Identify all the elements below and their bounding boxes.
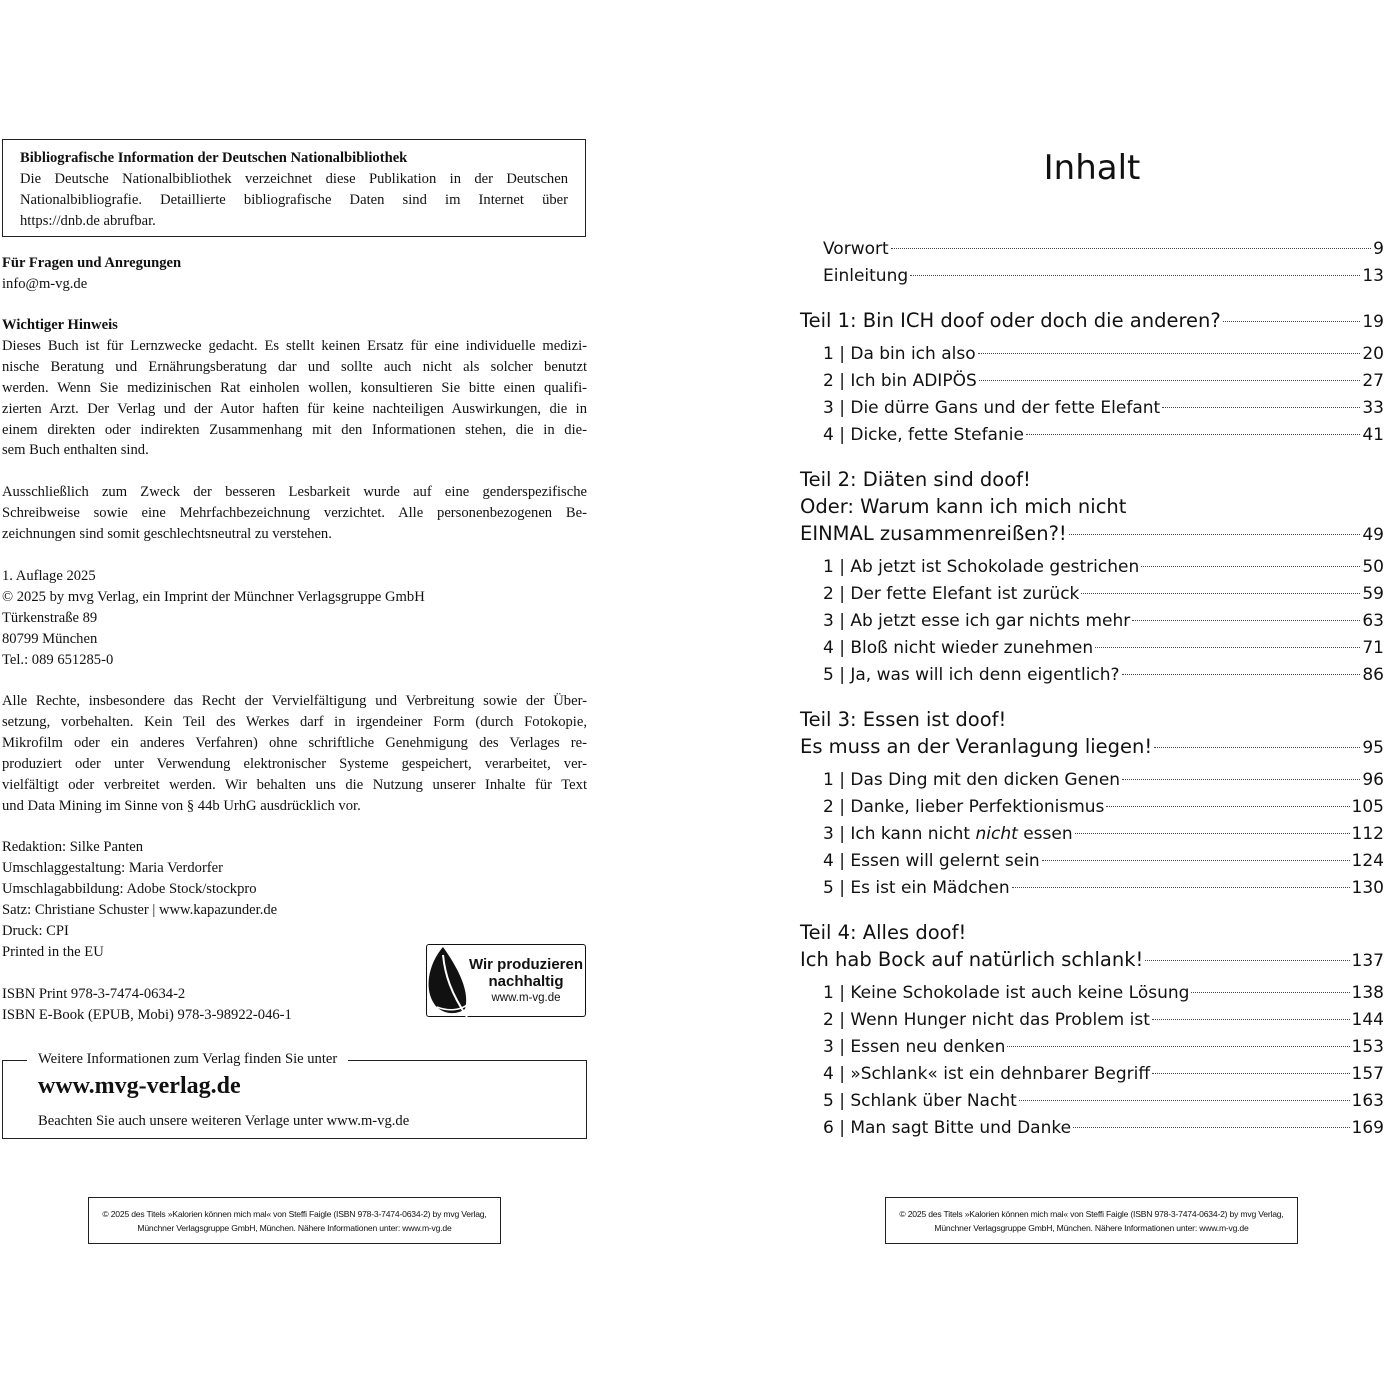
toc-label: 3 | Essen neu denken bbox=[823, 1037, 1006, 1057]
toc-page: 137 bbox=[1351, 951, 1384, 971]
dot-leader bbox=[1081, 593, 1360, 594]
toc-label: 1 | Das Ding mit den dicken Genen bbox=[823, 770, 1121, 790]
isbn-ebook: ISBN E-Book (EPUB, Mobi) 978-3-98922-046-1 bbox=[2, 1006, 292, 1023]
biblio-line: Nationalbibliografie. Detaillierte bibliografische Daten sind im Internet über bbox=[20, 191, 568, 208]
web-note: Beachten Sie auch unsere weiteren Verlage unter www.m-vg.de bbox=[38, 1113, 410, 1129]
dot-leader bbox=[1026, 434, 1360, 435]
stamp-line-1: © 2025 des Titels »Kalorien können mich mal« von Steffi Faigle (ISBN 978-3-7474-0634-2) by mvg Verlag, bbox=[899, 1209, 1284, 1219]
dot-leader bbox=[978, 353, 1361, 354]
toc-page: 20 bbox=[1362, 344, 1384, 364]
gender-line: Schreibweise sowie eine Mehrfachbezeichnung verzichtet. Alle personenbezogenen Be- bbox=[2, 504, 587, 521]
toc-chapter[interactable] bbox=[800, 555, 1384, 579]
toc-part-3[interactable] bbox=[800, 735, 1384, 759]
toc-chapter[interactable] bbox=[800, 822, 1384, 846]
rights-line: produziert oder unter Verwendung elektronischer Systeme gespeichert, verarbeitet, ver- bbox=[2, 755, 587, 772]
toc-label: 2 | Der fette Elefant ist zurück bbox=[823, 584, 1080, 604]
toc-page: 41 bbox=[1362, 425, 1384, 445]
toc-label-pre: 3 | Ich kann nicht bbox=[823, 824, 976, 844]
credit-line: Umschlagabbildung: Adobe Stock/stockpro bbox=[2, 880, 257, 897]
rights-line: setzung, vorbehalten. Kein Teil des Werkes darf in irgendeiner Form (durch Fotokopie, bbox=[2, 713, 587, 730]
toc-label: 2 | Danke, lieber Perfektionismus bbox=[823, 797, 1105, 817]
badge-url: www.m-vg.de bbox=[491, 992, 561, 1004]
badge-line-2: nachhaltig bbox=[488, 973, 564, 990]
toc-page: 86 bbox=[1362, 665, 1384, 685]
toc-part-4[interactable] bbox=[800, 948, 1384, 972]
phone: Tel.: 089 651285-0 bbox=[2, 651, 114, 668]
toc-chapter[interactable] bbox=[800, 369, 1384, 393]
dot-leader bbox=[1042, 860, 1350, 861]
copyright: © 2025 by mvg Verlag, ein Imprint der Münchner Verlagsgruppe GmbH bbox=[2, 588, 425, 605]
toc-part-title: Teil 1: Bin ICH doof oder doch die anderen? bbox=[800, 309, 1221, 332]
stamp-line-1: © 2025 des Titels »Kalorien können mich mal« von Steffi Faigle (ISBN 978-3-7474-0634-2) by mvg Verlag, bbox=[102, 1209, 487, 1219]
toc-page: 105 bbox=[1351, 797, 1384, 817]
dot-leader bbox=[1007, 1046, 1349, 1047]
toc-label: 1 | Da bin ich also bbox=[823, 344, 976, 364]
sustainability-badge bbox=[426, 944, 586, 1017]
dot-leader bbox=[1073, 1127, 1349, 1128]
toc-part-1[interactable] bbox=[800, 309, 1384, 333]
toc-label: 6 | Man sagt Bitte und Danke bbox=[823, 1118, 1072, 1138]
toc-chapter[interactable] bbox=[800, 396, 1384, 420]
imprint-page bbox=[0, 0, 600, 1384]
toc-part-3-title-line[interactable]: Teil 3: Essen ist doof! bbox=[800, 708, 1007, 731]
questions-heading: Für Fragen und Anregungen bbox=[2, 255, 182, 271]
toc-page: 13 bbox=[1362, 266, 1384, 286]
dot-leader bbox=[1154, 747, 1360, 748]
biblio-line: Die Deutsche Nationalbibliothek verzeichnet diese Publikation in der Deutschen bbox=[20, 170, 568, 187]
copyright-stamp-right bbox=[885, 1197, 1298, 1244]
toc-entry-einleitung[interactable] bbox=[800, 264, 1384, 288]
page-title: Inhalt bbox=[1043, 148, 1141, 188]
toc-part-title: Ich hab Bock auf natürlich schlank! bbox=[800, 948, 1144, 971]
credit-line: Printed in the EU bbox=[2, 943, 104, 960]
gender-note-section bbox=[2, 482, 587, 545]
toc-page: 124 bbox=[1351, 851, 1384, 871]
gender-line: zeichnungen sind somit geschlechtsneutral zu verstehen. bbox=[2, 525, 332, 542]
edition: 1. Auflage 2025 bbox=[2, 568, 96, 584]
dot-leader bbox=[1122, 674, 1361, 675]
toc-page: 95 bbox=[1362, 738, 1384, 758]
toc-label-emphasis: nicht bbox=[975, 824, 1018, 844]
notice-section bbox=[2, 315, 587, 461]
badge-line-1: Wir produzieren bbox=[468, 956, 584, 973]
toc-page: 163 bbox=[1351, 1091, 1384, 1111]
biblio-line: https://dnb.de abrufbar. bbox=[20, 212, 156, 229]
toc-chapter[interactable] bbox=[800, 1062, 1384, 1086]
credit-line: Druck: CPI bbox=[2, 922, 69, 939]
biblio-text bbox=[20, 169, 568, 232]
isbn-print: ISBN Print 978-3-7474-0634-2 bbox=[2, 986, 186, 1002]
toc-chapter[interactable] bbox=[800, 609, 1384, 633]
biblio-heading: Bibliografische Information der Deutschen Nationalbibliothek bbox=[20, 150, 408, 166]
gender-line: Ausschließlich zum Zweck der besseren Lesbarkeit wurde auf eine genderspezifische bbox=[2, 484, 587, 500]
toc-chapter[interactable] bbox=[800, 1008, 1384, 1032]
toc-page: 112 bbox=[1351, 824, 1384, 844]
toc-label: 1 | Ab jetzt ist Schokolade gestrichen bbox=[823, 557, 1140, 577]
toc-label: 4 | Dicke, fette Stefanie bbox=[823, 425, 1024, 445]
web-url[interactable]: www.mvg-verlag.de bbox=[38, 1073, 241, 1099]
badge-text bbox=[465, 956, 587, 1007]
toc-part-title: EINMAL zusammenreißen?! bbox=[800, 522, 1067, 545]
dot-leader bbox=[891, 248, 1372, 249]
bibliographic-info-box bbox=[2, 139, 586, 237]
toc-part-2-title-line[interactable]: Oder: Warum kann ich mich nicht bbox=[800, 495, 1127, 518]
dot-leader bbox=[1012, 887, 1350, 888]
toc-chapter[interactable] bbox=[800, 876, 1384, 900]
toc-label bbox=[823, 822, 1073, 846]
toc-part-title: Es muss an der Veranlagung liegen! bbox=[800, 735, 1153, 758]
dot-leader bbox=[1095, 647, 1360, 648]
toc-page: 96 bbox=[1362, 770, 1384, 790]
dot-leader bbox=[1106, 806, 1349, 807]
toc-page: 144 bbox=[1351, 1010, 1384, 1030]
toc-page: 130 bbox=[1351, 878, 1384, 898]
notice-line: sem Buch enthalten sind. bbox=[2, 442, 149, 459]
toc-page: 9 bbox=[1373, 239, 1384, 259]
dot-leader bbox=[1122, 779, 1360, 780]
rights-section bbox=[2, 691, 587, 816]
questions-email[interactable]: info@m-vg.de bbox=[2, 275, 88, 292]
web-legend: Weitere Informationen zum Verlag finden Sie unter bbox=[27, 1049, 348, 1070]
notice-line: einem direkten oder indirekten Zusammenhang mit den Informationen stehen, die in die- bbox=[2, 421, 587, 438]
dot-leader bbox=[1152, 1073, 1349, 1074]
toc-chapter[interactable] bbox=[800, 1089, 1384, 1113]
dot-leader bbox=[1162, 407, 1360, 408]
stamp-line-2: Münchner Verlagsgruppe GmbH, München. Nähere Informationen unter: www.m-vg.de bbox=[137, 1222, 452, 1233]
toc-page: 59 bbox=[1362, 584, 1384, 604]
toc-page: 63 bbox=[1362, 611, 1384, 631]
toc-label: 4 | Bloß nicht wieder zunehmen bbox=[823, 638, 1094, 658]
dot-leader bbox=[1141, 566, 1360, 567]
rights-line: und Data Mining im Sinne von § 44b UrhG ausdrücklich vor. bbox=[2, 797, 361, 814]
notice-line: zierten Arzt. Der Verlag und der Autor haften für keine nachteiligen Auswirkungen, die in bbox=[2, 400, 587, 417]
toc-chapter[interactable] bbox=[800, 663, 1384, 687]
copyright-stamp-left bbox=[88, 1197, 501, 1244]
toc-label: 1 | Keine Schokolade ist auch keine Lösung bbox=[823, 983, 1190, 1003]
toc-chapter[interactable] bbox=[800, 981, 1384, 1005]
toc-page: 50 bbox=[1362, 557, 1384, 577]
toc-label: Vorwort bbox=[823, 239, 889, 259]
toc-page: 138 bbox=[1351, 983, 1384, 1003]
toc-page: 33 bbox=[1362, 398, 1384, 418]
toc-label: 3 | Ab jetzt esse ich gar nichts mehr bbox=[823, 611, 1131, 631]
notice-line: werden. Wenn Sie medizinischen Rat einholen wollen, konsultieren Sie bitte einen qualifi- bbox=[2, 379, 587, 396]
notice-line: Dieses Buch ist für Lernzwecke gedacht. Es stellt keinen Ersatz für eine individuelle medizi- bbox=[2, 337, 587, 354]
dot-leader bbox=[910, 275, 1360, 276]
toc-page: 169 bbox=[1351, 1118, 1384, 1138]
dot-leader bbox=[1069, 534, 1361, 535]
contents-page bbox=[800, 0, 1384, 1384]
toc-chapter[interactable] bbox=[800, 768, 1384, 792]
notice-line: nische Beratung und Ernährungsberatung dar und sollte auch nicht als solcher benutzt bbox=[2, 358, 587, 375]
dot-leader bbox=[1075, 833, 1350, 834]
toc-page: 157 bbox=[1351, 1064, 1384, 1084]
toc-chapter[interactable] bbox=[800, 423, 1384, 447]
toc-label: 5 | Schlank über Nacht bbox=[823, 1091, 1017, 1111]
credit-line: Umschlaggestaltung: Maria Verdorfer bbox=[2, 859, 224, 876]
rights-line: Alle Rechte, insbesondere das Recht der Vervielfältigung und Verbreitung sowie der Über- bbox=[2, 693, 587, 709]
toc-page: 71 bbox=[1362, 638, 1384, 658]
credit-line: Satz: Christiane Schuster | www.kapazunder.de bbox=[2, 901, 278, 918]
notice-heading: Wichtiger Hinweis bbox=[2, 317, 118, 333]
toc-page: 153 bbox=[1351, 1037, 1384, 1057]
toc-label: Einleitung bbox=[823, 266, 909, 286]
toc-chapter[interactable] bbox=[800, 1116, 1384, 1140]
toc-chapter[interactable] bbox=[800, 849, 1384, 873]
dot-leader bbox=[1191, 992, 1349, 993]
toc-label: 4 | Essen will gelernt sein bbox=[823, 851, 1040, 871]
questions-section bbox=[2, 253, 587, 295]
stamp-line-2: Münchner Verlagsgruppe GmbH, München. Nähere Informationen unter: www.m-vg.de bbox=[934, 1222, 1249, 1233]
toc-chapter[interactable] bbox=[800, 342, 1384, 366]
toc-part-4-title-line[interactable]: Teil 4: Alles doof! bbox=[800, 921, 967, 944]
toc-part-2[interactable] bbox=[800, 522, 1384, 546]
toc-page: 27 bbox=[1362, 371, 1384, 391]
toc-label: 3 | Die dürre Gans und der fette Elefant bbox=[823, 398, 1161, 418]
toc-label: 5 | Ja, was will ich denn eigentlich? bbox=[823, 665, 1120, 685]
toc-chapter[interactable] bbox=[800, 582, 1384, 606]
dot-leader bbox=[1145, 960, 1349, 961]
toc-chapter[interactable] bbox=[800, 1035, 1384, 1059]
dot-leader bbox=[1152, 1019, 1350, 1020]
toc-page: 49 bbox=[1362, 525, 1384, 545]
toc-label: 4 | »Schlank« ist ein dehnbarer Begriff bbox=[823, 1064, 1151, 1084]
rights-line: vielfältigt oder verbreitet werden. Wir behalten uns die Nutzung unserer Inhalte für Text bbox=[2, 776, 587, 793]
toc-entry-vorwort[interactable] bbox=[800, 237, 1384, 261]
toc-page: 19 bbox=[1362, 312, 1384, 332]
dot-leader bbox=[1223, 321, 1361, 322]
toc-chapter[interactable] bbox=[800, 795, 1384, 819]
toc-label: 2 | Ich bin ADIPÖS bbox=[823, 371, 977, 391]
publisher-web-box bbox=[2, 1051, 587, 1139]
toc-part-2-title-line[interactable]: Teil 2: Diäten sind doof! bbox=[800, 468, 1031, 491]
dot-leader bbox=[1132, 620, 1360, 621]
rights-line: Mikrofilm oder ein anderes Verfahren) ohne schriftliche Genehmigung des Verlages re- bbox=[2, 734, 587, 751]
toc-label: 5 | Es ist ein Mädchen bbox=[823, 878, 1010, 898]
toc-label-post: essen bbox=[1017, 824, 1073, 844]
credit-line: Redaktion: Silke Panten bbox=[2, 839, 144, 855]
city: 80799 München bbox=[2, 630, 98, 647]
dot-leader bbox=[979, 380, 1361, 381]
dot-leader bbox=[1019, 1100, 1350, 1101]
street: Türkenstraße 89 bbox=[2, 609, 98, 626]
publisher-section bbox=[2, 566, 587, 671]
toc-label: 2 | Wenn Hunger nicht das Problem ist bbox=[823, 1010, 1150, 1030]
toc-chapter[interactable] bbox=[800, 636, 1384, 660]
